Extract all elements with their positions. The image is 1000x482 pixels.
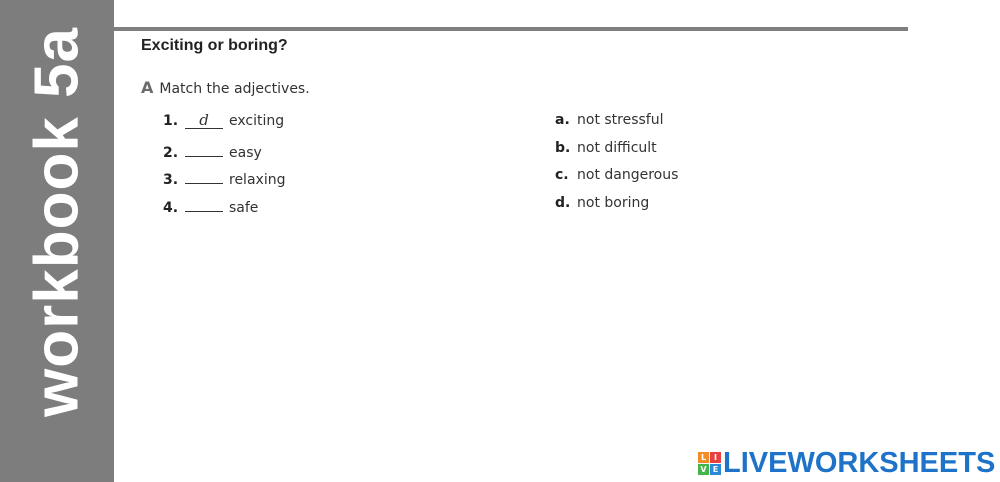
item-word: easy <box>229 145 262 161</box>
page-title: Exciting or boring? <box>141 37 288 54</box>
right-item <box>555 140 657 156</box>
item-number: 1. <box>163 113 179 129</box>
instruction-text: Match the adjectives. <box>159 81 310 97</box>
left-item <box>163 112 284 129</box>
logo-icon <box>698 452 721 475</box>
right-item <box>555 112 664 128</box>
answer-input[interactable] <box>185 195 223 212</box>
logo-block: L <box>698 452 709 463</box>
logo-block: V <box>698 464 709 475</box>
top-divider <box>114 27 908 31</box>
answer-input[interactable] <box>185 112 223 129</box>
section-letter: A <box>141 78 154 97</box>
item-number: 4. <box>163 200 179 216</box>
option-text: not stressful <box>577 112 664 128</box>
item-number: 3. <box>163 172 179 188</box>
left-item <box>163 140 262 161</box>
right-item <box>555 195 649 211</box>
option-letter: a. <box>555 112 570 128</box>
item-number: 2. <box>163 145 179 161</box>
logo-text: LIVEWORKSHEETS <box>723 447 996 479</box>
right-item <box>555 167 678 183</box>
item-word: relaxing <box>229 172 286 188</box>
answer-value: d <box>199 111 209 129</box>
answer-input[interactable] <box>185 140 223 157</box>
liveworksheets-logo[interactable] <box>698 447 995 480</box>
sidebar-label: workbook 5a <box>22 27 92 417</box>
item-word: safe <box>229 200 259 216</box>
item-word: exciting <box>229 113 285 129</box>
answer-input[interactable] <box>185 167 223 184</box>
logo-block: I <box>710 452 721 463</box>
option-letter: b. <box>555 140 571 156</box>
logo-block: E <box>710 464 721 475</box>
left-item <box>163 167 285 188</box>
option-text: not dangerous <box>577 167 679 183</box>
option-text: not difficult <box>577 140 657 156</box>
option-text: not boring <box>577 195 650 211</box>
option-letter: c. <box>555 167 569 183</box>
option-letter: d. <box>555 195 571 211</box>
sidebar-band <box>0 0 114 482</box>
left-item <box>163 195 258 216</box>
instruction <box>141 78 310 97</box>
